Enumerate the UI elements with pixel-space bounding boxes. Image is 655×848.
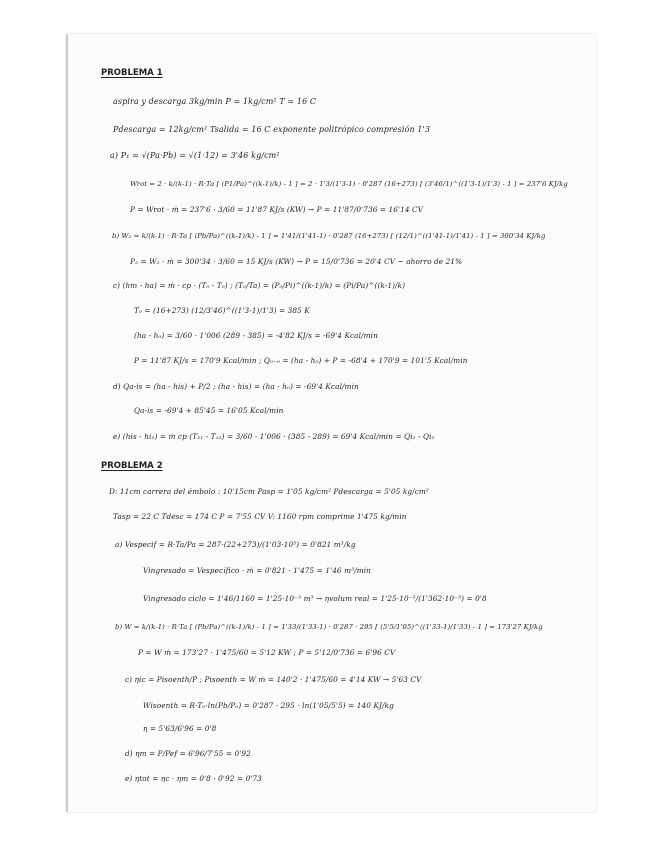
p1-line-14: e) (his - hi₂) = ṁ cp (T₂₁ - T₁₂) = 3/60 · 1'006 · (385 - 289) = 69'4 Kcal/min = Qi₁ - Qi₂	[113, 432, 435, 441]
p1-line-1: aspira y descarga 3kg/min P = 1kg/cm² T = 16 C	[113, 97, 317, 106]
p1-line-6: b) W₂ = k/(k-1) · R·Ta [ (Pb/Pa)^((k-1)/k) - 1 ] = 1'41/(1'41-1) · 0'287 (16+273) [ (12/1)^((1'41-1)/1'41) - 1 ] = 300'34 KJ/kg	[112, 232, 546, 240]
p2-line-8: c) ηic = Pisoenth/P ; Pisoenth = W ṁ = 140'2 · 1'475/60 = 4'14 KW → 5'63 CV	[125, 675, 422, 684]
p2-line-12: e) ηtot = ηc · ηm = 0'8 · 0'92 = 0'73	[125, 774, 262, 783]
p2-line-4: Vingresado = Vespecífico · ṁ = 0'821 · 1'475 = 1'46 m³/min	[143, 566, 371, 575]
p1-line-13: Qa-is = -69'4 + 85'45 = 16'05 Kcal/min	[134, 406, 284, 415]
p2-line-2: Tasp = 22 C Tdesc = 174 C P = 7'55 CV V: 1160 rpm comprime 1'475 kg/min	[113, 512, 407, 521]
p1-line-11: P = 11'87 KJ/s = 170'9 Kcal/min ; Q₀₋₀ = (ha - h₀) + P = -68'4 + 170'9 = 101'5 Kcal/min	[134, 356, 468, 365]
p1-line-12: d) Qa-is = (ha - his) + P/2 ; (ha - his) = (ha - h₀) = -69'4 Kcal/min	[113, 382, 359, 391]
paper-edge-shadow	[66, 34, 68, 812]
p2-line-1: D: 11cm carrera del émbolo : 10'15cm Pasp = 1'05 kg/cm² Pdescarga = 5'05 kg/cm²	[109, 487, 429, 496]
p2-line-9: Wisoenth = R·T₀·ln(Pb/P₀) = 0'287 · 295 · ln(1'05/5'5) = 140 KJ/kg	[143, 701, 394, 710]
p1-line-2: Pdescarga = 12kg/cm² Tsalida = 16 C exponente politrópico compresión 1'3	[113, 125, 431, 134]
p1-line-3: a) P₁ = √(Pa·Pb) = √(1·12) = 3'46 kg/cm²	[110, 151, 280, 160]
problem-2-header: PROBLEMA 2	[101, 461, 163, 471]
problem-1-header: PROBLEMA 1	[101, 68, 163, 78]
p2-line-6: b) W = k/(k-1) · R·Ta [ (Pb/Pa)^((k-1)/k) - 1 ] = 1'33/(1'33-1) · 0'287 · 295 [ (5'5/1'05)^((1'33-1)/1'33) - 1 ] = 173'27 KJ/kg	[115, 623, 543, 631]
p2-line-11: d) ηm = P/Pef = 6'96/7'55 = 0'92	[125, 749, 251, 758]
p2-line-5: Vingresado ciclo = 1'46/1160 = 1'25·10⁻³ m³ → ηvolum real = 1'25·10⁻³/(1'362·10⁻³) = 0'8	[143, 594, 487, 603]
p2-line-7: P = W ṁ = 173'27 · 1'475/60 = 5'12 KW ; P = 5'12/0'736 = 6'96 CV	[138, 648, 396, 657]
p1-line-10: (ha - h₀) = 3/60 · 1'006 (289 - 385) = -4'82 KJ/s = -69'4 Kcal/min	[134, 331, 378, 340]
p1-line-9: T₀ = (16+273) (12/3'46)^((1'3-1)/1'3) = 385 K	[134, 306, 310, 315]
p1-line-4: Wrot = 2 · k/(k-1) · R·Ta [ (P1/Pa)^((k-1)/k) - 1 ] = 2 · 1'3/(1'3-1) · 0'287 (16+273) [ (3'46/1)^((1'3-1)/1'3) - 1 ] = 237'6 KJ/kg	[130, 180, 568, 188]
p1-line-8: c) (hm - ha) = ṁ · cp · (T₀ - T₀) ; (T₀/Ta) = (P₀/Pi)^((k-1)/k) = (Pi/Pa)^((k-1)/k)	[113, 281, 406, 290]
p1-line-5: P = Wrot · ṁ = 237'6 · 3/60 = 11'87 KJ/s (KW) → P = 11'87/0'736 = 16'14 CV	[130, 205, 424, 214]
p2-line-3: a) Vespecif = R·Ta/Pa = 287·(22+273)/(1'03·10⁵) = 0'821 m³/kg	[115, 540, 356, 549]
p1-line-7: P₂ = W₂ · ṁ = 300'34 · 3/60 = 15 KJ/s (KW) → P = 15/0'736 = 20'4 CV ~ ahorro de 21%	[130, 257, 463, 266]
p2-line-10: η = 5'63/6'96 = 0'8	[143, 724, 217, 733]
